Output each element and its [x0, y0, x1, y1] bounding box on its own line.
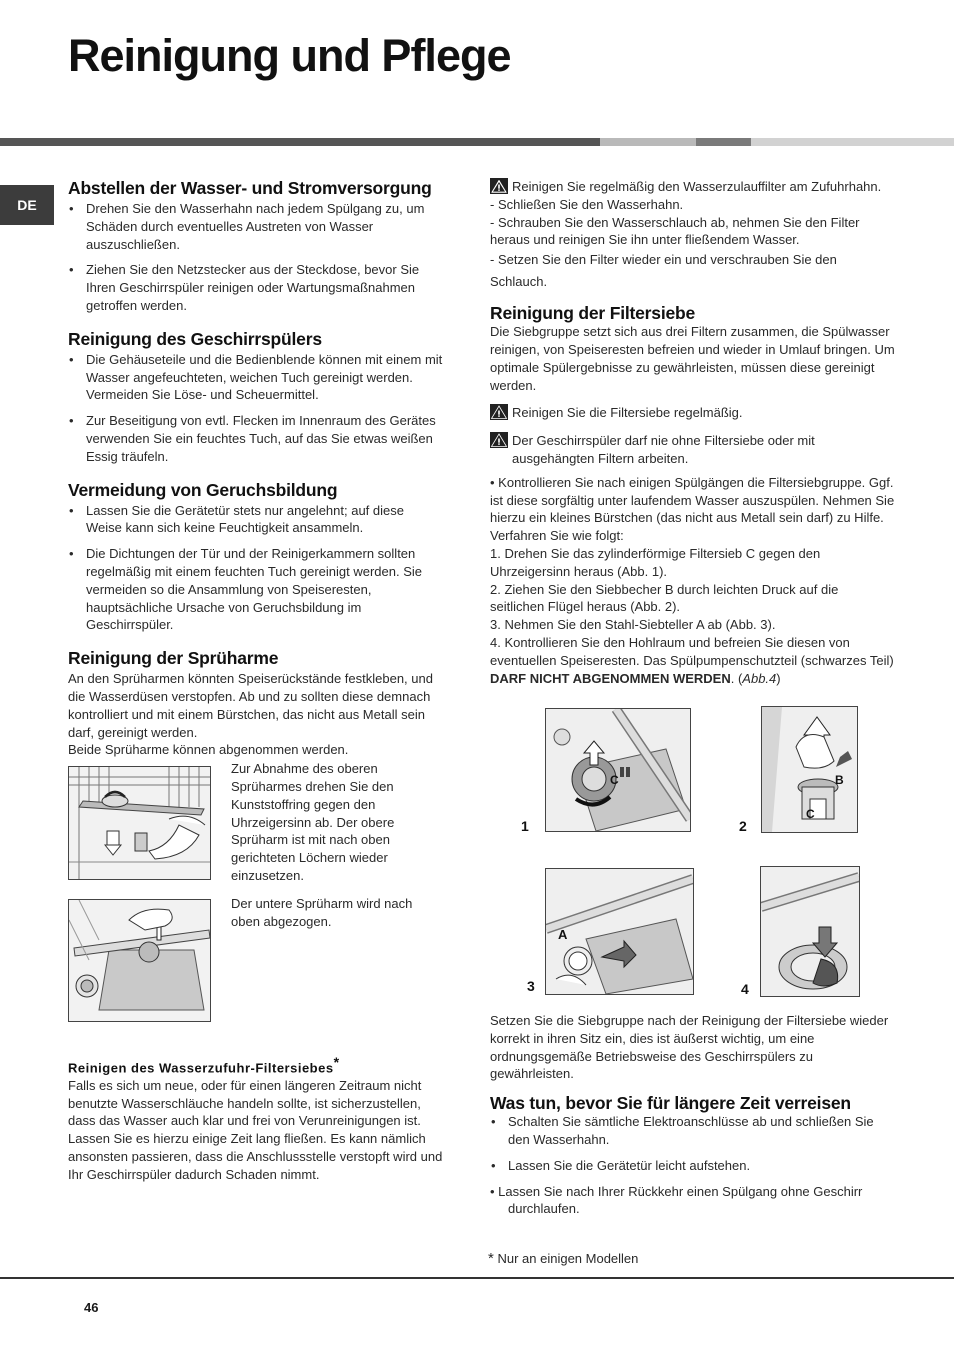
list-item: • Lassen Sie die Gerätetür leicht aufstehen.: [490, 1157, 890, 1175]
bullet-list: [490, 1113, 890, 1174]
section-heading: Reinigung des Geschirrspülers: [68, 328, 322, 349]
filter-steps: [490, 474, 895, 688]
page-title: Reinigung und Pflege: [68, 30, 511, 81]
warning-icon: [490, 404, 508, 420]
left-column: [68, 178, 443, 1184]
warning-block: [490, 178, 895, 293]
header-stripe: [751, 138, 954, 146]
step-line: - Schließen Sie den Wasserhahn.: [490, 196, 684, 212]
section-heading: Was tun, bevor Sie für längere Zeit verreisen: [490, 1093, 851, 1114]
list-item: • Zur Beseitigung von evtl. Flecken im Innenraum des Gerätes verwenden Sie ein feuchtes Tuch, auf das Sie etwas weißen Essig träufeln.: [68, 412, 443, 465]
part-label: A: [558, 927, 568, 942]
step-line: • Kontrollieren Sie nach einigen Spülgängen die Filtersiebgruppe. Ggf. ist diese sorgfältig unter laufendem Wasser auszuspülen. Nehmen Sie hierzu ein kleines Bürstchen (das nicht aus Metall sein darf) zu Hilfe. Verfahren Sie wie folgt:: [490, 474, 895, 544]
filter-figure-1: [545, 708, 691, 832]
footer-divider: [0, 1277, 954, 1279]
list-item: • Drehen Sie den Wasserhahn nach jedem Spülgang zu, um Schäden durch eventuelles Austreten von Wasser auszuschließen.: [68, 200, 443, 253]
figure-number: 3: [527, 978, 535, 994]
paragraph: An den Sprüharmen könnten Speiserückstände festkleben, und die Wasserdüsen verstopfen. Ab und zu sollten diese demnach kontrolliert und mit einem Bürstchen, das nicht aus Metall sein darf, gereinigt werden.: [68, 671, 433, 740]
section-water-power: [68, 178, 443, 315]
step-line: 1. Drehen Sie das zylinderförmige Filtersieb C gegen den Uhrzeigersinn heraus (Abb. 1).: [490, 545, 821, 579]
list-item: • Lassen Sie die Gerätetür stets nur angelehnt; auf diese Weise kann sich keine Feuchtigkeit ansammeln.: [68, 502, 443, 538]
figure-row: [68, 895, 443, 1022]
footnote: * Nur an einigen Modellen: [488, 1250, 639, 1267]
filters-after-text: [490, 1012, 890, 1218]
filter-figure-4: [760, 866, 860, 997]
step-line: 4. Kontrollieren Sie den Hohlraum und befreien Sie diesen von eventuellen Speiseresten. Das Spülpumpenschutzteil (schwarzes Teil) DARF NICHT ABGENOMMEN WERDEN. (Abb.4): [490, 634, 894, 686]
warning-text: Der Geschirrspüler darf nie ohne Filtersiebe oder mit ausgehängten Filtern arbeiten.: [512, 433, 815, 466]
header-stripe: [600, 138, 696, 146]
list-item: • Ziehen Sie den Netzstecker aus der Steckdose, bevor Sie Ihren Geschirrspüler reinigen oder Wartungsmaßnahmen getroffen werden.: [68, 261, 443, 314]
language-tab: DE: [0, 185, 54, 225]
upper-spray-arm-figure: [68, 766, 211, 880]
paragraph: Setzen Sie die Siebgruppe nach der Reinigung der Filtersiebe wieder korrekt in ihren Sitz ein, dies ist äußerst wichtig, um eine ordnungsgemäße Betriebsweise des Geschirrspülers zu gewährleisten.: [490, 1013, 889, 1082]
upper-spray-arm-illustration: [69, 767, 210, 879]
section-dishwasher-cleaning: [68, 329, 443, 466]
warning-emphasis: DARF NICHT ABGENOMMEN WERDEN: [490, 670, 731, 686]
filter-figure-2: [761, 706, 858, 833]
part-label: C: [610, 773, 619, 787]
filter-illustration-1: [546, 709, 690, 831]
step-line: - Setzen Sie den Filter wieder ein und verschrauben Sie den Schlauch.: [490, 252, 837, 290]
list-item: • Schalten Sie sämtliche Elektroanschlüsse ab und schließen Sie den Wasserhahn.: [490, 1113, 890, 1149]
right-column: [490, 178, 895, 687]
bullet-list: [68, 351, 443, 466]
paragraph: Die Siebgruppe setzt sich aus drei Filtern zusammen, die Spülwasser reinigen, von Speiseresten befreien und wieder in Umlauf bringen. Um optimale Spülergebnisse zu gewährleisten, müssen diese gereinigt werden.: [490, 324, 895, 393]
step-line: - Schrauben Sie den Wasserschlauch ab, nehmen Sie den Filter heraus und reinigen Sie ihn unter fließendem Wasser.: [490, 214, 860, 248]
paragraph: Beide Sprüharme können abgenommen werden.: [68, 742, 349, 758]
warning-text: Reinigen Sie die Filtersiebe regelmäßig.: [512, 405, 743, 421]
part-label: B: [835, 773, 844, 787]
bullet-list: [68, 502, 443, 635]
section-heading: Vermeidung von Geruchsbildung: [68, 479, 338, 500]
header-stripe: [696, 138, 751, 146]
bullet-list: [68, 200, 443, 315]
list-item: • Die Gehäuseteile und die Bedienblende können mit einem mit Wasser angefeuchteten, weichen Tuch gereinigt werden. Vermeiden Sie Löse- und Scheuermittel.: [68, 351, 443, 404]
section-filters: [490, 303, 895, 687]
figure-caption: Zur Abnahme des oberen Sprüharmes drehen Sie den Kunststoffring gegen den Uhrzeigersinn ab. Der obere Sprüharm ist mit nach oben gerichteten Löchern wieder einzusetzen.: [231, 761, 395, 883]
figure-number: 1: [521, 818, 529, 834]
figure-number: 2: [739, 818, 747, 834]
step-line: 2. Ziehen Sie den Siebbecher B durch leichten Druck auf die seitlichen Flügel heraus (Abb. 2).: [490, 581, 839, 615]
header-stripe: [0, 138, 600, 146]
filter-illustration-4: [761, 867, 859, 996]
section-inlet-filter: [68, 1054, 443, 1184]
section-heading: Abstellen der Wasser- und Stromversorgung: [68, 178, 432, 198]
figure-row: [68, 761, 443, 885]
warning-block: [490, 432, 895, 468]
warning-block: [490, 404, 895, 422]
filter-illustration-3: [546, 869, 693, 994]
part-label: C: [806, 807, 815, 821]
figure-number: 4: [741, 981, 749, 997]
page-number: 46: [84, 1300, 99, 1315]
paragraph: Falls es sich um neue, oder für einen längeren Zeitraum nicht benutzte Wasserschläuche handeln sollte, ist sicherzustellen, dass das Wasser auch klar und frei von Verunreinigungen ist. Lassen Sie es hierzu einige Zeit lang fließen. Es kann nämlich ansonsten passieren, dass die Anschlussstelle verstopft wird und Ihr Geschirrspüler dadurch Schaden nimmt.: [68, 1077, 443, 1182]
section-subheading: Reinigen des Wasserzufuhr-Filtersiebes*: [68, 1053, 340, 1076]
section-heading: Reinigung der Sprüharme: [68, 648, 279, 669]
warning-icon: [490, 178, 508, 194]
figure-caption: Der untere Sprüharm wird nach oben abgezogen.: [231, 895, 413, 929]
filter-figure-3: [545, 868, 694, 995]
step-line: 3. Nehmen Sie den Stahl-Siebteller A ab (Abb. 3).: [490, 617, 776, 633]
lower-spray-arm-figure: [68, 899, 211, 1022]
section-heading: Reinigung der Filtersiebe: [490, 303, 696, 324]
lower-spray-arm-illustration: [69, 900, 210, 1021]
list-item: • Die Dichtungen der Tür und der Reinigerkammern sollten regelmäßig mit einem feuchten Tuch gereinigt werden. Sie vermeiden so die Ansammlung von Speiseresten, hauptsächliche Ursache von Geruchsbildung im Geschirrspüler.: [68, 545, 443, 634]
warning-icon: [490, 432, 508, 448]
list-item: • Lassen Sie nach Ihrer Rückkehr einen Spülgang ohne Geschirr durchlaufen.: [490, 1183, 863, 1217]
section-travel: [490, 1093, 890, 1218]
warning-text: Reinigen Sie regelmäßig den Wasserzulauffilter am Zufuhrhahn.: [512, 179, 882, 194]
section-odour: [68, 480, 443, 635]
section-spray-arms: [68, 648, 443, 1022]
